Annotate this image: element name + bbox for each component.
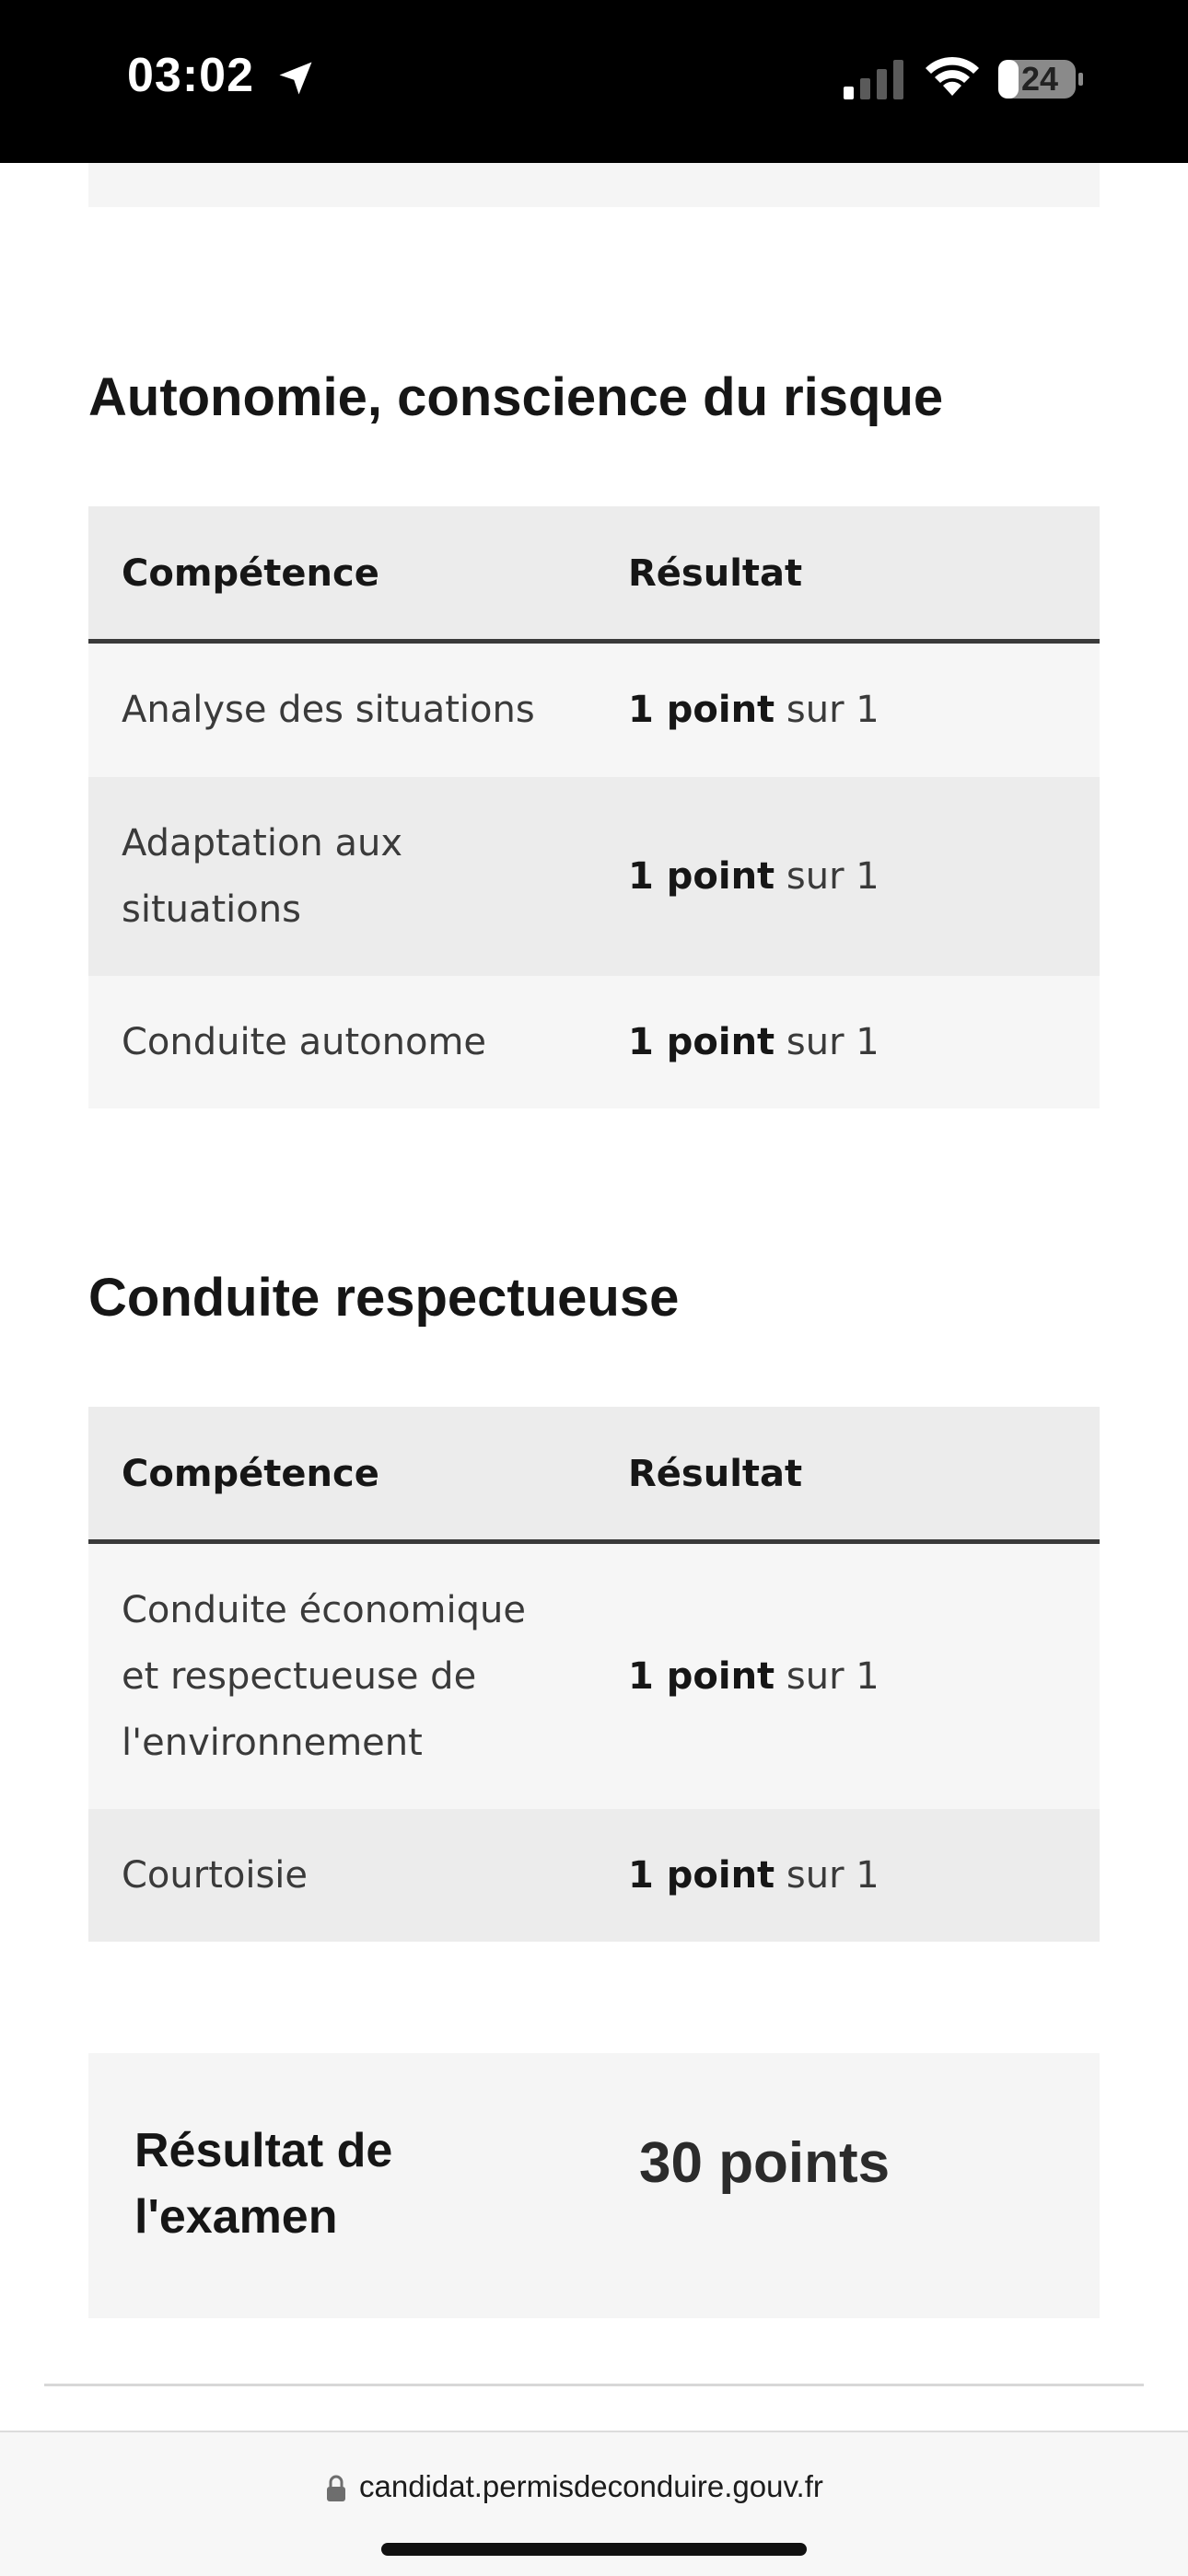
exam-result-value: 30 points — [639, 2131, 891, 2195]
table-row — [88, 1809, 1100, 1942]
header-resultat: Résultat — [628, 552, 803, 595]
location-arrow-icon — [276, 59, 315, 98]
score-value: 1 point — [628, 1021, 775, 1063]
score-value: 1 point — [628, 1655, 775, 1698]
competence-result — [628, 1842, 879, 1909]
section-title-autonomie: Autonomie, conscience du risque — [88, 367, 944, 427]
competence-name: Conduite autonome — [122, 1021, 487, 1063]
table-row — [88, 976, 1100, 1108]
home-indicator[interactable] — [381, 2543, 807, 2556]
competence-name: Adaptation aux situations — [122, 822, 403, 931]
table-row — [88, 1544, 1100, 1809]
score-total: sur 1 — [786, 1854, 879, 1897]
battery-level: 24 — [1020, 60, 1059, 98]
competence-table-autonomie — [88, 506, 1100, 1108]
lock-icon — [326, 2475, 346, 2502]
previous-table-end — [88, 163, 1100, 207]
header-competence: Compétence — [122, 552, 379, 595]
table-header — [88, 1407, 1100, 1544]
score-total: sur 1 — [786, 689, 879, 731]
header-resultat: Résultat — [628, 1453, 803, 1495]
competence-result — [628, 1643, 879, 1710]
section-title-conduite-respectueuse: Conduite respectueuse — [88, 1268, 680, 1328]
cellular-signal-icon — [842, 59, 906, 99]
competence-name: Courtoisie — [122, 1854, 309, 1897]
competence-result — [628, 843, 879, 910]
competence-table-respectueuse — [88, 1407, 1100, 1942]
header-competence: Compétence — [122, 1453, 379, 1495]
footer-divider — [44, 2384, 1144, 2386]
score-total: sur 1 — [786, 1021, 879, 1063]
status-time: 03:02 — [127, 49, 254, 102]
competence-name: Analyse des situations — [122, 689, 535, 731]
browser-address-bar[interactable] — [0, 2431, 1188, 2576]
competence-result — [628, 677, 879, 743]
score-value: 1 point — [628, 689, 775, 731]
table-row — [88, 777, 1100, 976]
score-total: sur 1 — [786, 1655, 879, 1698]
status-bar — [0, 0, 1188, 163]
score-value: 1 point — [628, 1854, 775, 1897]
table-header — [88, 506, 1100, 644]
competence-result — [628, 1009, 879, 1075]
score-total: sur 1 — [786, 855, 879, 898]
exam-result-box — [88, 2053, 1100, 2318]
exam-result-label: Résultat de l'examen — [134, 2124, 393, 2244]
wifi-icon — [923, 55, 982, 99]
table-row — [88, 644, 1100, 777]
competence-name: Conduite économique et respectueuse de l'environnement — [122, 1589, 526, 1764]
score-value: 1 point — [628, 855, 775, 898]
url-text[interactable]: candidat.permisdeconduire.gouv.fr — [359, 2469, 823, 2503]
